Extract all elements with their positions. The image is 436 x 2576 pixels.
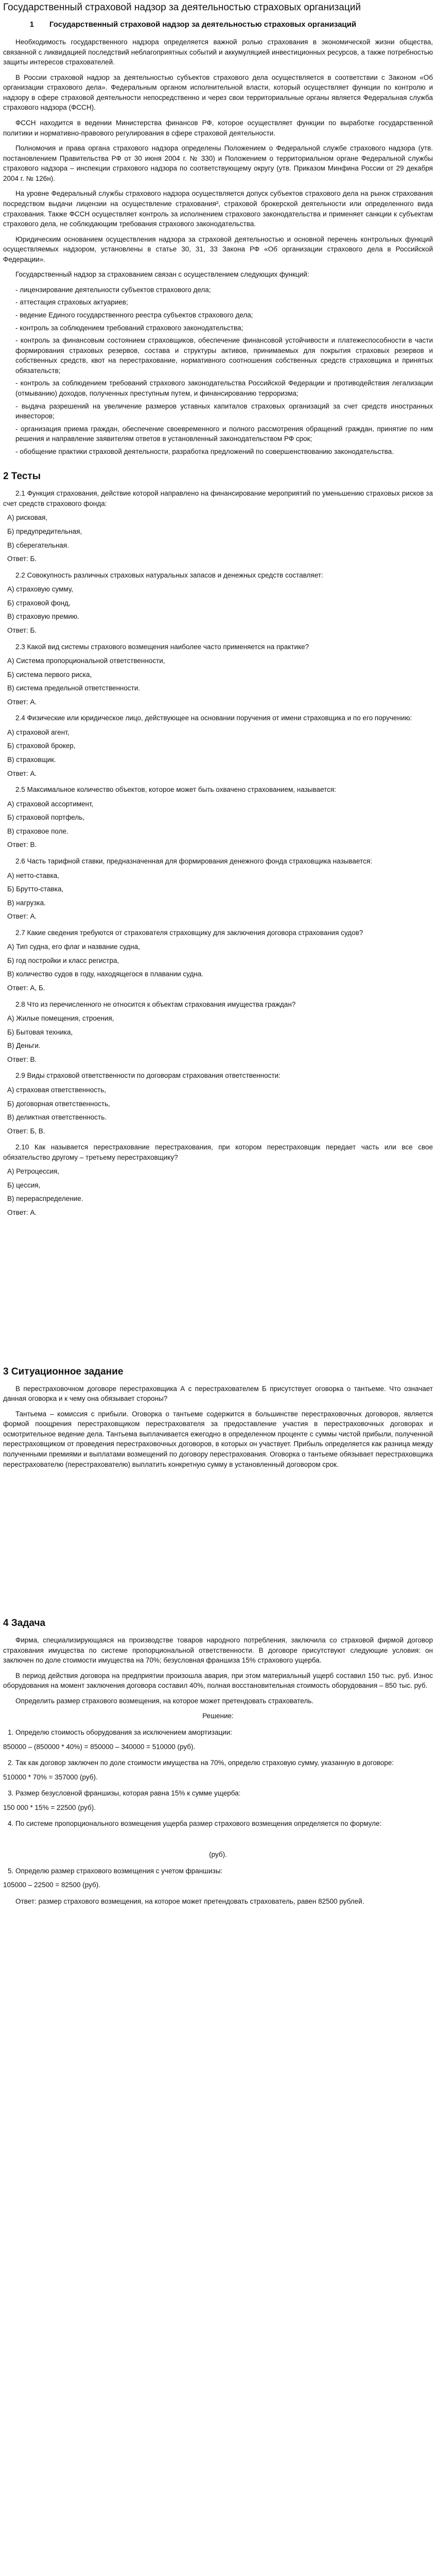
function-list-item: - контроль за соблюдением требований страхового законодательства Российской Федерации и противодействия легализации (отмыванию) доходов, полученных преступным путем, и финансированию терроризма; [15,379,433,397]
function-list-item: - контроль за финансовым состоянием страховщиков, обеспечение финансовой устойчивости и платежеспособности в части формирования страховых резервов, состава и структуры активов, принимаемых для покрытия страховых резервов и собственных средств, квот на перестрахование, нормативного соотношения собственных средств страховщика и принятых обязательств; [15,336,433,375]
question-answer: Ответ: Б. [7,555,37,563]
function-list-item: - ведение Единого государственного реестра субъектов страхового дела; [15,311,253,319]
section-1-body [3,37,433,456]
function-list-item: - выдача разрешений на увеличение размеров уставных капиталов страховых организаций за счет средств иностранных инвесторов; [15,402,433,420]
function-list-item: - обобщение практики страховой деятельности, разработка предложений по совершенствованию законодательства. [15,447,394,455]
function-list-item: - контроль за соблюдением требований страхового законодательства; [15,324,243,332]
blank-space [3,1223,433,1352]
test-question-6 [3,856,433,922]
answer-option: В) перераспределение. [7,1195,83,1203]
solution-step [15,1866,433,1876]
answer-option: Б) предупредительная, [7,528,82,536]
answer-option: А) страховой ассортимент, [7,800,94,808]
paragraph: В период действия договора на предприятии произошла авария, при этом материальный ущерб составил 150 тыс. руб. Износ оборудования на момент заключения договора составил 40%, полная восстановительная стоимость оборудования – 850 тыс. руб. [3,1671,433,1690]
question-text: 2.8 Что из перечисленного не относится к объектам страхования имущества граждан? [15,1000,296,1008]
answer-option: А) страховая ответственность, [7,1086,106,1094]
answer-option: Б) Бытовая техника, [7,1028,73,1036]
solution-steps [3,1727,433,1738]
paragraph: Фирма, специализирующаяся на производстве товаров народного потребления, заключила со страховой фирмой договор страхования имущества по системе пропорциональной ответственности. В договоре присутствуют следующие условия: он заключен по доле стоимости имущества на 70%; безусловная франшиза 15% страхового ущерба. [3,1636,433,1665]
answer-option: Б) страховой брокер, [7,742,76,750]
function-list-item: - организация приема граждан, обеспечение своевременного и полного рассмотрения обращений граждан, принятие по ним решения и направление заявителям ответов в установленный законодательством РФ срок; [15,425,433,443]
answer-option: В) система предельной ответственности. [7,684,141,692]
answer-option: Б) год постройки и класс регистра, [7,956,119,964]
blank-space [3,1475,433,1603]
test-question-9 [3,1071,433,1136]
question-answer: Ответ: В. [7,1055,37,1063]
answer-option: В) страховую премию. [7,613,79,621]
step-text: Определю стоимость оборудования за исключением амортизации: [15,1728,233,1737]
section-4-heading: 4 Задача [3,1618,46,1629]
test-question-2 [3,570,433,636]
solution-steps [3,1866,433,1876]
test-question-10 [3,1142,433,1217]
section-3-heading: 3 Ситуационное задание [3,1366,124,1377]
question-answer: Ответ: А. [7,912,37,921]
conclusion: Ответ: размер страхового возмещения, на которое может претендовать страхователь, равен 82500 рублей. [15,1897,364,1905]
question-answer: Ответ: А. [7,698,37,706]
question-text: 2.10 Как называется перестрахование перестрахования, при котором перестраховщик передает часть или все свое обязательство другому – третьему перестраховщику? [3,1143,433,1161]
step-text: Размер безусловной франшизы, которая равна 15% к сумме ущерба: [15,1789,241,1798]
calculation: 105000 – 22500 = 82500 (руб). [3,1881,101,1889]
question-text: 2.5 Максимальное количество объектов, которое может быть охвачено страхованием, называется: [15,786,336,794]
test-question-7 [3,928,433,993]
answer-option: В) страховщик. [7,756,56,764]
solution-step [15,1819,433,1829]
solution-step [15,1727,433,1738]
paragraph: Полномочия и права органа страхового надзора определены Положением о Федеральной службе страхового надзора (утв. постановлением Правительства РФ от 30 июня 2004 г. № 330) и Положением о территориальном органе Федеральной службы страхового надзора – инспекции страхового надзора по соответствующему округу (утв. Приказом Минфина России от 29 декабря 2004 г. № 126н). [3,144,433,182]
answer-option: Б) Брутто-ставка, [7,885,64,893]
answer-option: Б) страховой портфель, [7,814,85,822]
answer-option: А) Ретроцессия, [7,1167,60,1176]
step-text: По системе пропорционального возмещения ущерба размер страхового возмещения определяется по формуле: [15,1820,382,1828]
answer-option: В) страховое поле. [7,827,68,835]
answer-option: Б) цессия, [7,1181,41,1189]
question-text: 2.7 Какие сведения требуются от страхователя страховщику для заключения договора страхования судов? [15,928,363,937]
answer-option: А) нетто-ставка, [7,871,59,879]
solution-steps [3,1758,433,1768]
answer-option: В) количество судов в году, находящегося в плавании судна. [7,970,204,978]
answer-option: А) Жилые помещения, строения, [7,1014,114,1023]
document-title: Государственный страховой надзор за деятельностью страховых организаций [3,2,361,13]
test-question-8 [3,999,433,1065]
question-answer: Ответ: А. [7,769,37,777]
test-question-4 [3,713,433,778]
answer-option: А) страховой агент, [7,728,69,736]
question-answer: Ответ: Б. [7,626,37,634]
calculation: 150 000 * 15% = 22500 (руб). [3,1803,96,1811]
answer-option: В) нагрузка. [7,899,46,907]
section-1-heading [3,20,433,30]
answer-option: А) страховую сумму, [7,585,74,594]
answer-option: Б) договорная ответственность, [7,1099,110,1108]
paragraph: Государственный надзор за страхованием связан с осуществлением следующих функций: [15,270,309,279]
paragraph: Определить размер страхового возмещения, на которое может претендовать страхователь. [15,1697,314,1705]
paragraph: В России страховой надзор за деятельностью субъектов страхового дела осуществляется в соответствии с Законом «Об организации страхового дела». Федеральным органом исполнительной власти, который осуществляет функции по контролю и надзору в сфере страховой деятельности непосредственно и через свои территориальные органы является Федеральная служба страхового надзора (ФССН). [3,73,433,112]
question-answer: Ответ: Б, В. [7,1127,45,1135]
paragraph: В перестраховочном договоре перестраховщика А с перестрахователем Б присутствует оговорка о тантьеме. Что означает данная оговорка и к чему она обязывает стороны? [3,1384,433,1403]
paragraph: На уровне Федеральный службы страхового надзора осуществляется допуск субъектов страхового дела на рынок страхования посредством выдачи лицензии на осуществление страхования², страховой брокерской деятельности или определенного вида страхования. Также ФССН осуществляет контроль за исполнением страхового законодательства и применяет санкции к субъектам страхового дела, не соблюдающим требования страхового законодательства. [3,190,433,228]
answer-option: В) сберегательная. [7,541,69,549]
answer-option: В) Деньги. [7,1042,41,1050]
solution-step [15,1788,433,1799]
section-4-body [3,1635,433,1906]
tests-list [3,488,433,1217]
answer-option: А) Система пропорциональной ответственности, [7,657,165,665]
question-answer: Ответ: А, Б. [7,984,45,992]
question-text: 2.1 Функция страхования, действие которой направлено на финансирование мероприятий по уменьшению страховых рисков за счет средств страхового фонда: [3,489,433,507]
section-2-heading: 2 Тесты [3,471,41,482]
test-question-5 [3,785,433,850]
calculation: 850000 – (850000 * 40%) = 850000 – 340000 = 510000 (руб). [3,1742,196,1751]
answer-option: А) рисковая, [7,514,48,522]
calculation: (руб). [209,1850,227,1858]
paragraph: Необходимость государственного надзора определяется важной ролью страхования в экономической жизни общества, связанной с ликвидацией последствий неблагоприятных событий и аккумуляцией инвестиционных ресурсов, а также потребностью защиты интересов страхователей. [3,38,433,66]
solution-steps [3,1788,433,1799]
function-list-item: - лицензирование деятельности субъектов страхового дела; [15,285,211,294]
solution-step [15,1758,433,1768]
answer-option: Б) система первого риска, [7,670,92,679]
section-1-title: Государственный страховой надзор за деятельностью страховых организаций [49,20,357,29]
answer-option: В) деликтная ответственность. [7,1113,107,1122]
question-text: 2.2 Совокупность различных страховых натуральных запасов и денежных средств составляет: [15,571,323,579]
test-question-1 [3,488,433,564]
calculation: 510000 * 70% = 357000 (руб). [3,1773,98,1781]
paragraph: Тантьема – комиссия с прибыли. Оговорка о тантьеме содержится в большинстве перестраховочных договоров, является формой поощрения перестраховщиком перестрахователя за предоставление участия в перестраховочных договорах и осмотрительное ведение дела. Тантьема выплачивается ежегодно в определенном проценте с суммы чистой прибыли, полученной перестраховщиком от проведения перестраховочных договоров, в которых он участвует. Прибыль определяется как разница между полученными премиями и выплатами возмещений по договору перестрахования. Оговорка о тантьеме обязывает перестраховщика перестрахователю (перестрахователю) выплатить конкретную сумму в установленный договором срок. [3,1410,433,1468]
paragraph: Юридическим основанием осуществления надзора за страховой деятельностью и основной перечень контрольных функций осуществляемых надзором, установлены в статье 30, 31, 33 Закона РФ «Об организации страхового дела в Российской Федерации». [3,235,433,263]
paragraph: ФССН находится в ведении Министерства финансов РФ, которое осуществляет функции по выработке государственной политики и нормативно-правового регулирования в сфере страховой деятельности. [3,119,433,137]
question-text: 2.4 Физические или юридическое лицо, действующее на основании поручения от имени страховщика и по его поручению: [15,714,412,722]
section-3-body [3,1384,433,1470]
function-list-item: - аттестация страховых актуариев; [15,298,128,307]
solution-steps [3,1819,433,1829]
answer-option: А) Тип судна, его флаг и название судна, [7,943,140,951]
question-answer: Ответ: В. [7,841,37,849]
solution-label: Решение: [202,1712,234,1720]
test-question-3 [3,642,433,707]
step-text: Так как договор заключен по доле стоимости имущества на 70%, определю страховую сумму, указанную в договоре: [15,1759,394,1767]
question-answer: Ответ: А. [7,1209,37,1217]
answer-option: Б) страховой фонд, [7,599,71,607]
question-text: 2.9 Виды страховой ответственности по договорам страхования ответственности: [15,1072,281,1080]
question-text: 2.6 Часть тарифной ставки, предназначенная для формирования денежного фонда страховщика называется: [15,857,372,865]
section-1-number: 1 [29,20,34,29]
question-text: 2.3 Какой вид системы страхового возмещения наиболее часто применяется на практике? [15,642,309,651]
step-text: Определю размер страхового возмещения с учетом франшизы: [15,1867,223,1875]
